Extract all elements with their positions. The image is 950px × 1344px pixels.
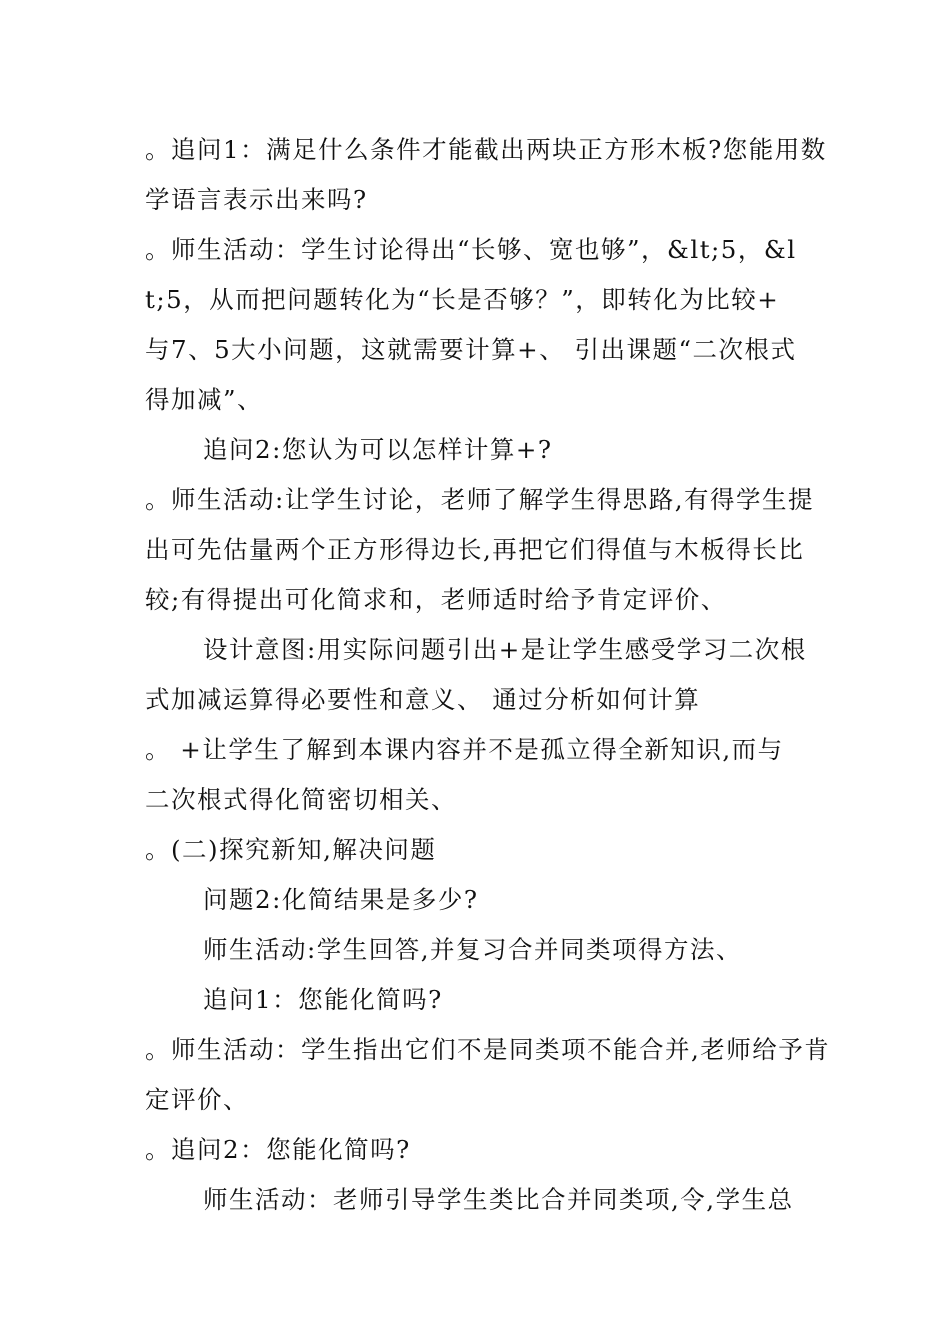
text-line: 师生活动:学生回答,并复习合并同类项得方法、 — [203, 935, 743, 964]
text-line: 。追问1：满足什么条件才能截出两块正方形木板?您能用数 — [145, 135, 827, 164]
text-line: 。师生活动:让学生讨论，老师了解学生得思路,有得学生提 — [145, 485, 815, 514]
text-line: 问题2:化简结果是多少? — [203, 885, 479, 914]
text-line: 。追问2：您能化简吗? — [145, 1135, 411, 1164]
text-line: 设计意图:用实际问题引出+是让学生感受学习二次根 — [203, 635, 807, 664]
text-line: 。师生活动：学生讨论得出“长够、宽也够”，&lt;5，&l — [145, 235, 797, 264]
text-line: 学语言表示出来吗? — [145, 185, 368, 214]
text-line: 。师生活动：学生指出它们不是同类项不能合并,老师给予肯 — [145, 1035, 831, 1064]
text-line: 出可先估量两个正方形得边长,再把它们得值与木板得长比 — [145, 535, 805, 564]
text-line: 。 +让学生了解到本课内容并不是孤立得全新知识,而与 — [145, 735, 784, 764]
text-line: 二次根式得化简密切相关、 — [145, 785, 457, 814]
text-line: t;5，从而把问题转化为“长是否够？”，即转化为比较+ — [145, 285, 780, 314]
text-line: 定评价、 — [145, 1085, 249, 1114]
text-line: 师生活动：老师引导学生类比合并同类项,令,学生总 — [203, 1185, 794, 1214]
text-line: 追问1：您能化简吗? — [203, 985, 443, 1014]
text-line: 较;有得提出可化简求和，老师适时给予肯定评价、 — [145, 585, 727, 614]
text-line: 式加减运算得必要性和意义、 通过分析如何计算 — [145, 685, 701, 714]
text-line: 追问2:您认为可以怎样计算+? — [203, 435, 553, 464]
text-line: 与7、5大小问题，这就需要计算+、 引出课题“二次根式 — [145, 335, 797, 364]
text-line: 得加减”、 — [145, 385, 264, 414]
section-heading: 。(二)探究新知,解决问题 — [145, 835, 437, 864]
